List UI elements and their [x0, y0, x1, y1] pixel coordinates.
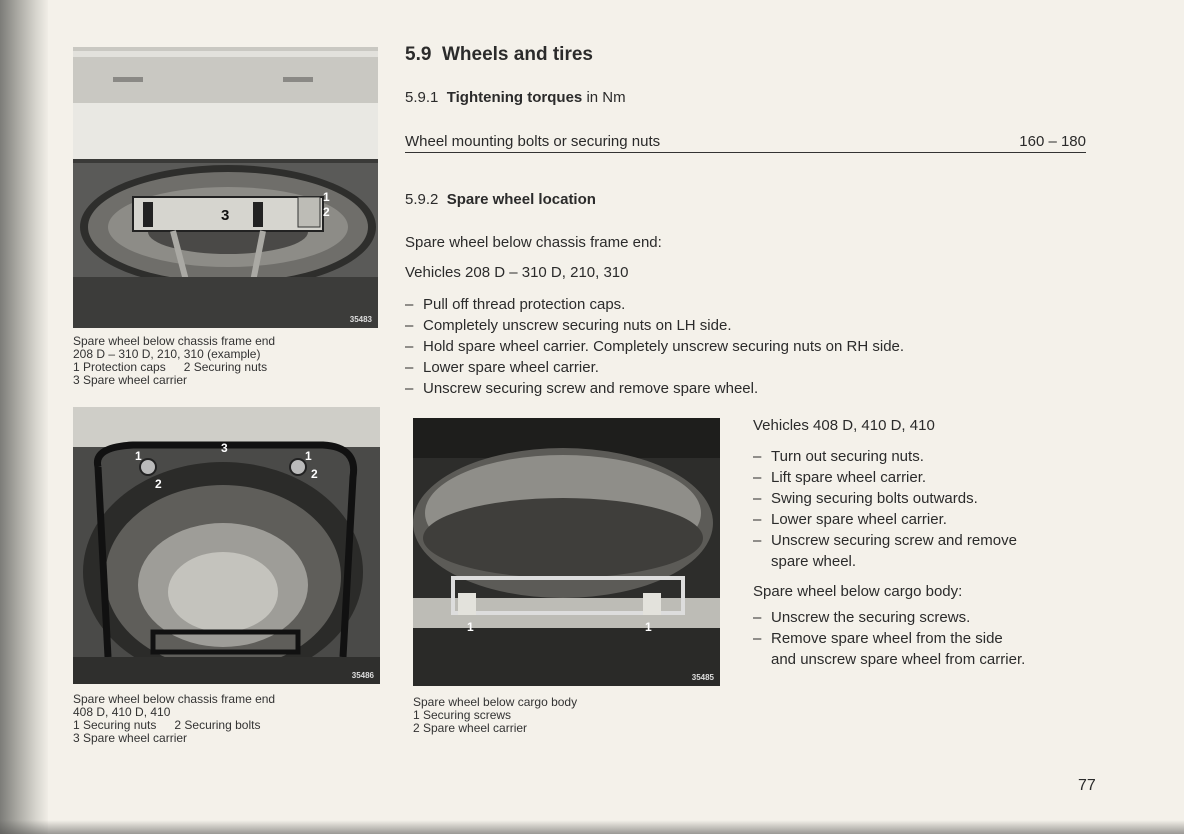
list-item [753, 530, 1017, 572]
caption-line: 1 Securing screws [413, 708, 512, 722]
caption-line: Spare wheel below chassis frame end [73, 692, 276, 706]
caption-item: 2 Securing bolts [174, 718, 261, 732]
vehicles-a: Vehicles 208 D – 310 D, 210, 310 [405, 264, 629, 281]
callout-3: 3 [221, 207, 230, 224]
section-title-text: Wheels and tires [441, 44, 593, 65]
list-item: – Hold spare wheel carrier. Completely unscrew securing nuts on RH side. [405, 336, 904, 357]
torques-heading [405, 89, 626, 106]
figure-caption-1 [73, 335, 275, 387]
caption-line: Spare wheel below chassis frame end [73, 334, 276, 348]
photo-spare-wheel-408d [73, 407, 380, 684]
spare-heading [405, 191, 596, 208]
list-item: – Pull off thread protection caps. [405, 294, 904, 315]
vehicles-b: Vehicles 408 D, 410 D, 410 [753, 417, 935, 434]
callout-2: 2 [155, 477, 162, 491]
callout-2: 2 [323, 205, 330, 219]
photo-spare-wheel-208d [73, 47, 378, 328]
caption-item: 2 Securing nuts [183, 360, 268, 374]
caption-line: 408 D, 410 D, 410 [73, 705, 171, 719]
list-item: – Lower spare wheel carrier. [753, 509, 1017, 530]
figure-caption-3 [413, 696, 577, 735]
list-item: – Completely unscrew securing nuts on LH side. [405, 315, 904, 336]
page-number: 77 [1078, 777, 1096, 794]
torque-row [405, 133, 1086, 153]
steps-list-a [405, 294, 904, 399]
torques-heading-rest: in Nm [582, 89, 626, 106]
callout-1: 1 [135, 449, 142, 463]
list-item-continuation: spare wheel. [771, 553, 857, 570]
spare-heading-number: 5.9.2 [405, 191, 439, 208]
caption-line: Spare wheel below cargo body [413, 695, 578, 709]
torques-heading-number: 5.9.1 [405, 89, 439, 106]
photo-code: 35483 [349, 315, 372, 324]
cargo-intro: Spare wheel below cargo body: [753, 583, 963, 600]
caption-item: 1 Securing nuts [73, 718, 157, 732]
torque-value: 160 – 180 [1019, 133, 1086, 150]
steps-list-b [753, 446, 1017, 572]
list-item: – Lift spare wheel carrier. [753, 467, 1017, 488]
list-item-line: Remove spare wheel from the side [771, 630, 1003, 647]
list-item: – Swing securing bolts outwards. [753, 488, 1017, 509]
callout-2: 2 [311, 467, 318, 481]
list-item: – Turn out securing nuts. [753, 446, 1017, 467]
caption-item: 1 Protection caps [73, 360, 166, 374]
list-item [753, 628, 1025, 670]
photo-code: 35486 [351, 671, 374, 680]
torque-label: Wheel mounting bolts or securing nuts [405, 133, 661, 150]
figure-caption-2 [73, 693, 275, 745]
caption-line: 3 Spare wheel carrier [73, 373, 188, 387]
callout-1: 1 [467, 620, 474, 634]
photo-code: 35485 [691, 673, 714, 682]
list-item: – Unscrew the securing screws. [753, 607, 1025, 628]
list-item: – Lower spare wheel carrier. [405, 357, 904, 378]
callout-1: 1 [323, 190, 330, 204]
photo-spare-wheel-cargo-body [413, 418, 720, 686]
torques-heading-bold: Tightening torques [446, 89, 583, 106]
list-item-line: Unscrew securing screw and remove [771, 532, 1017, 549]
callout-1: 1 [645, 620, 652, 634]
caption-line: 2 Spare wheel carrier [413, 721, 528, 735]
list-item-continuation: and unscrew spare wheel from carrier. [771, 651, 1026, 668]
caption-line: 3 Spare wheel carrier [73, 731, 188, 745]
spare-heading-bold: Spare wheel location [446, 191, 596, 208]
spare-intro: Spare wheel below chassis frame end: [405, 234, 662, 251]
section-title [405, 44, 593, 66]
caption-line: 208 D – 310 D, 210, 310 (example) [73, 347, 261, 361]
callout-1: 1 [305, 449, 312, 463]
section-number: 5.9 [405, 44, 432, 65]
steps-list-c [753, 607, 1025, 670]
page-bottom-shadow [0, 820, 1184, 834]
list-item: – Unscrew securing screw and remove spare wheel. [405, 378, 904, 399]
callout-3: 3 [221, 441, 228, 455]
book-gutter-shadow [0, 0, 48, 834]
